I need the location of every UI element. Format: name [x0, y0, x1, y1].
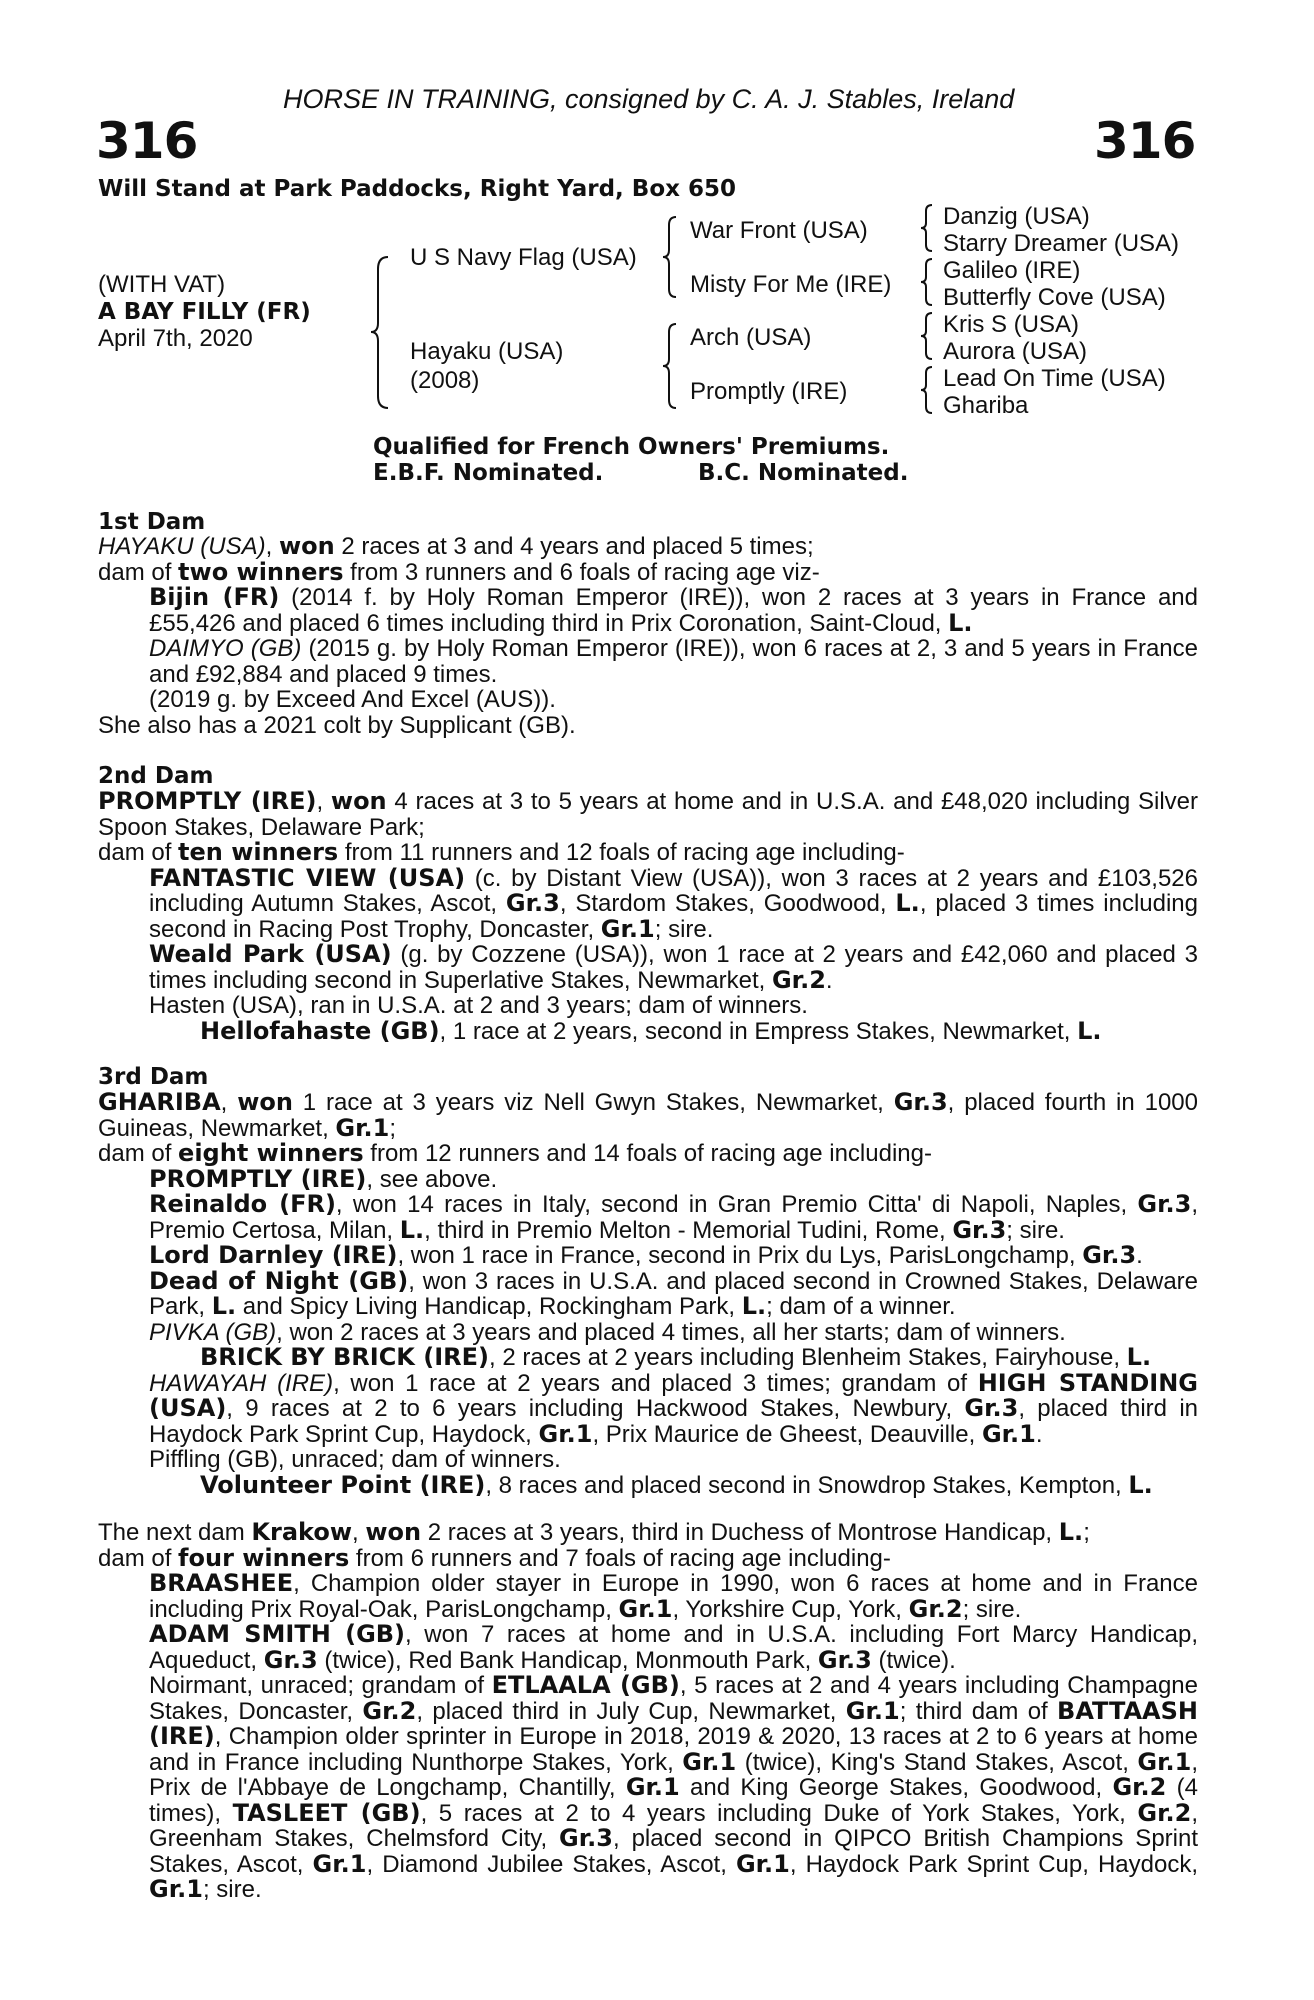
pedigree-ssd: Starry Dreamer (USA): [943, 230, 1180, 257]
produce-entry: FANTASTIC VIEW (USA) (c. by Distant View (USA)), won 3 races at 2 years and £103,526 including Autumn Stakes, Ascot, Gr.3, Stardom Stakes, Goodwood, L., placed 3 times including second in Racing Post Trophy, Doncaster, Gr.1; sire.: [149, 863, 1198, 943]
pedigree-dsd: Aurora (USA): [943, 338, 1088, 365]
first-dam-heading: 1st Dam: [98, 509, 206, 535]
pedigree-sire: U S Navy Flag (USA): [410, 244, 637, 271]
ebf-note: E.B.F. Nominated.: [373, 460, 604, 486]
foaling-date: April 7th, 2020: [98, 325, 253, 352]
second-dam-line: PROMPTLY (IRE), won 4 races at 3 to 5 years at home and in U.S.A. and £48,020 including Silver Spoon Stakes, Delaware Park;: [98, 787, 1198, 841]
pedigree-brace-dd: [920, 365, 936, 415]
produce-entry: Reinaldo (FR), won 14 races in Italy, second in Gran Premio Citta' di Napoli, Naples, Gr.3, Premio Certosa, Milan, L., third in Premio Melton - Memorial Tudini, Rome, Gr.3; sire.: [149, 1190, 1198, 1244]
first-dam-line: HAYAKU (USA), won 2 races at 3 and 4 years and placed 5 times;: [98, 532, 814, 560]
pedigree-ddd: Ghariba: [943, 392, 1029, 419]
lot-title: A BAY FILLY (FR): [98, 299, 311, 325]
produce-entry: Hasten (USA), ran in U.S.A. at 2 and 3 years; dam of winners.: [149, 992, 808, 1019]
pedigree-brace-dam: [662, 322, 680, 410]
pedigree-dam-dam: Promptly (IRE): [690, 378, 848, 405]
pedigree-dss: Kris S (USA): [943, 311, 1080, 338]
produce-entry: (2019 g. by Exceed And Excel (AUS)).: [149, 686, 556, 713]
produce-entry: Volunteer Point (IRE), 8 races and placed second in Snowdrop Stakes, Kempton, L.: [200, 1470, 1153, 1499]
pedigree-brace-ss: [920, 203, 936, 253]
produce-entry: Lord Darnley (IRE), won 1 race in France, second in Prix du Lys, ParisLongchamp, Gr.3.: [149, 1241, 1143, 1269]
produce-entry: Hellofahaste (GB), 1 race at 2 years, second in Empress Stakes, Newmarket, L.: [200, 1016, 1102, 1045]
pedigree-dds: Lead On Time (USA): [943, 365, 1166, 392]
produce-entry: ADAM SMITH (GB), won 7 races at home and in U.S.A. including Fort Marcy Handicap, Aqueduct, Gr.3 (twice), Red Bank Handicap, Monmouth Park, Gr.3 (twice).: [149, 1620, 1198, 1674]
produce-entry: DAIMYO (GB) (2015 g. by Holy Roman Emperor (IRE)), won 6 races at 2, 3 and 5 years in France and £92,884 and placed 9 times.: [149, 635, 1198, 688]
third-dam-line: GHARIBA, won 1 race at 3 years viz Nell Gwyn Stakes, Newmarket, Gr.3, placed fourth in 1000 Guineas, Newmarket, Gr.1;: [98, 1088, 1198, 1142]
produce-entry: PROMPTLY (IRE), see above.: [149, 1164, 498, 1193]
third-dam-section: [98, 1090, 1198, 1498]
pedigree-sire-sire: War Front (USA): [690, 217, 868, 244]
lot-number-right: 316: [1094, 112, 1196, 170]
produce-entry: Weald Park (USA) (g. by Cozzene (USA)), won 1 race at 2 years and £42,060 and placed 3 times including second in Superlative Stakes, Newmarket, Gr.2.: [149, 940, 1198, 994]
pedigree-brace-sire: [662, 215, 680, 299]
next-dam-section: [98, 1520, 1198, 1903]
produce-entry: Noirmant, unraced; grandam of ETLAALA (GB), 5 races at 2 and 4 years including Champagne Stakes, Doncaster, Gr.2, placed third in July Cup, Newmarket, Gr.1; third dam of BATTAASH (IRE), Champion older sprinter in Europe in 2018, 2019 & 2020, 13 races at 2 to 6 years at home and in France including Nunthorpe Stakes, York, Gr.1 (twice), King's Stand Stakes, Ascot, Gr.1, Prix de l'Abbaye de Longchamp, Chantilly, Gr.1 and King George Stakes, Goodwood, Gr.2 (4 times), TASLEET (GB), 5 races at 2 to 4 years including Duke of York Stakes, York, Gr.2, Greenham Stakes, Chelmsford City, Gr.3, placed second in QIPCO British Champions Sprint Stakes, Ascot, Gr.1, Diamond Jubilee Stakes, Ascot, Gr.1, Haydock Park Sprint Cup, Haydock, Gr.1; sire.: [149, 1671, 1199, 1903]
pedigree-dam-sire: Arch (USA): [690, 324, 812, 351]
pedigree-sdd: Butterfly Cove (USA): [943, 284, 1166, 311]
first-dam-produce-line: dam of two winners from 3 runners and 6 foals of racing age viz-: [98, 557, 820, 586]
stand-location: Will Stand at Park Paddocks, Right Yard, Box 650: [98, 176, 736, 202]
pedigree-sss: Danzig (USA): [943, 203, 1090, 230]
produce-entry: HAWAYAH (IRE), won 1 race at 2 years and placed 3 times; grandam of HIGH STANDING (USA), 9 races at 2 to 6 years including Hackwood Stakes, Newbury, Gr.3, placed third in Haydock Park Sprint Cup, Haydock, Gr.1, Prix Maurice de Gheest, Deauville, Gr.1.: [149, 1368, 1198, 1448]
produce-entry: BRAASHEE, Champion older stayer in Europe in 1990, won 6 races at home and in France including Prix Royal-Oak, ParisLongchamp, Gr.1, Yorkshire Cup, York, Gr.2; sire.: [149, 1569, 1198, 1623]
vat-note: (WITH VAT): [98, 271, 226, 298]
pedigree-brace-sd: [920, 257, 936, 307]
produce-entry: PIVKA (GB), won 2 races at 3 years and placed 4 times, all her starts; dam of winners.: [149, 1318, 1066, 1346]
pedigree-dam: Hayaku (USA): [410, 338, 564, 365]
premiums-note: Qualified for French Owners' Premiums.: [373, 434, 890, 460]
bc-note: B.C. Nominated.: [698, 460, 909, 486]
produce-entry: Piffling (GB), unraced; dam of winners.: [149, 1446, 561, 1473]
produce-entry: She also has a 2021 colt by Supplicant (GB).: [98, 711, 576, 739]
second-dam-section: [98, 789, 1198, 1044]
lot-number-left: 316: [96, 112, 198, 170]
pedigree-sds: Galileo (IRE): [943, 257, 1081, 284]
second-dam-heading: 2nd Dam: [98, 763, 214, 789]
pedigree-dam-year: (2008): [410, 367, 480, 394]
third-dam-produce-line: dam of eight winners from 12 runners and 14 foals of racing age including-: [98, 1139, 932, 1167]
produce-entry: Bijin (FR) (2014 f. by Holy Roman Emperor (IRE)), won 2 races at 3 years in France and £55,426 and placed 6 times including third in Prix Coronation, Saint-Cloud, L.: [149, 583, 1198, 637]
pedigree-brace-main: [370, 255, 392, 410]
next-dam-produce-line: dam of four winners from 6 runners and 7 foals of racing age including-: [98, 1543, 891, 1572]
first-dam-section: [98, 534, 1198, 738]
next-dam-line: The next dam Krakow, won 2 races at 3 years, third in Duchess of Montrose Handicap, L.;: [98, 1518, 1090, 1546]
produce-entry: Dead of Night (GB), won 3 races in U.S.A. and placed second in Crowned Stakes, Delaware Park, L. and Spicy Living Handicap, Rockingham Park, L.; dam of a winner.: [149, 1266, 1198, 1320]
produce-entry: BRICK BY BRICK (IRE), 2 races at 2 years including Blenheim Stakes, Fairyhouse, L.: [200, 1343, 1152, 1371]
consignment-header: HORSE IN TRAINING, consigned by C. A. J. Stables, Ireland: [283, 84, 1015, 114]
pedigree-brace-ds: [920, 311, 936, 361]
pedigree-sire-dam: Misty For Me (IRE): [690, 271, 892, 298]
second-dam-produce-line: dam of ten winners from 11 runners and 12 foals of racing age including-: [98, 838, 905, 866]
third-dam-heading: 3rd Dam: [98, 1064, 209, 1090]
